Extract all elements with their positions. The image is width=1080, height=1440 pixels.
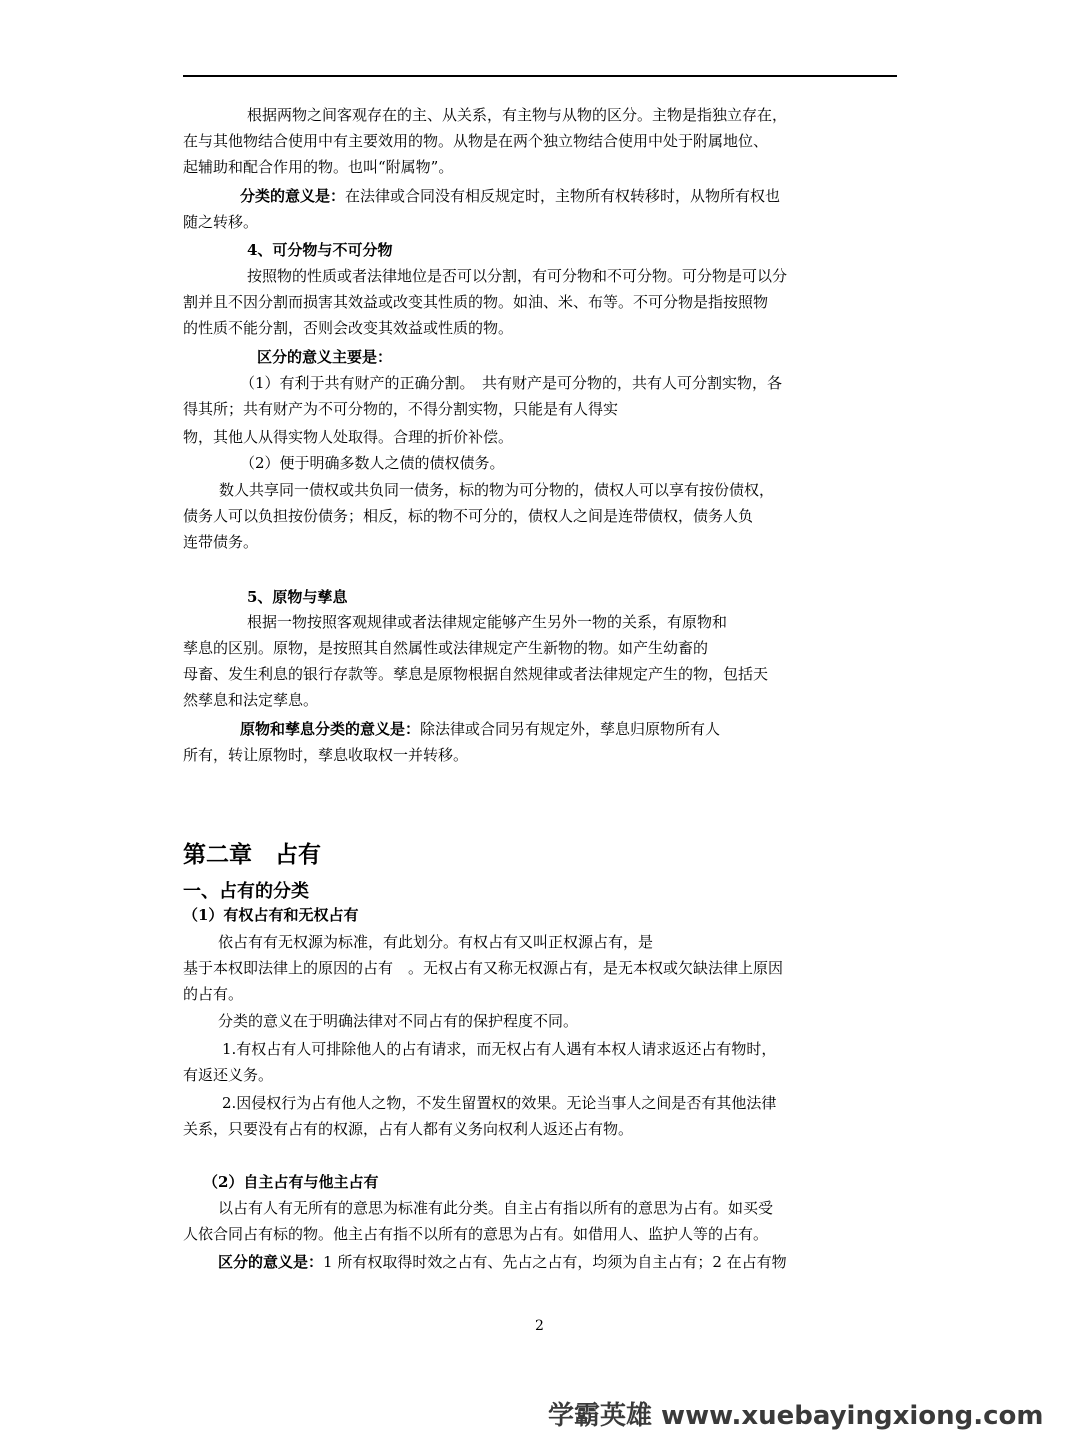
- paragraph-line: 随之转移。: [183, 213, 259, 231]
- paragraph-line: 母畜、发生利息的银行存款等。孳息是原物根据自然规律或者法律规定产生的物，包括天: [183, 665, 769, 683]
- paragraph-line: 2.因侵权行为占有他人之物，不发生留置权的效果。无论当事人之间是否有其他法律: [222, 1094, 777, 1112]
- header-rule: [183, 75, 897, 77]
- paragraph-line: 有返还义务。: [183, 1066, 274, 1084]
- paragraph-line: （1）有利于共有财产的正确分割。 共有财产是可分物的，共有人可分割实物，各: [240, 374, 783, 392]
- chapter-title: 第二章 占有: [183, 841, 321, 868]
- bold-label: 分类的意义是：: [240, 187, 346, 205]
- paragraph-line: 割并且不因分割而损害其效益或改变其性质的物。如油、米、布等。不可分物是指按照物: [183, 293, 769, 311]
- paragraph-line: 分类的意义在于明确法律对不同占有的保护程度不同。: [218, 1012, 579, 1030]
- watermark: 学霸英雄 www.xuebayingxiong.com: [548, 1401, 1044, 1431]
- paragraph-line: 在与其他物结合使用中有主要效用的物。从物是在两个独立物结合使用中处于附属地位、: [183, 132, 769, 150]
- subsection-title: （1）有权占有和无权占有: [183, 906, 359, 924]
- paragraph-line: 得其所；共有财产为不可分物的，不得分割实物，只能是有人得实: [183, 400, 619, 418]
- paragraph-line: 根据一物按照客观规律或者法律规定能够产生另外一物的关系，有原物和: [247, 613, 728, 631]
- section-title: 一、占有的分类: [183, 881, 309, 902]
- bold-label: 区分的意义是：: [218, 1253, 324, 1271]
- paragraph-line: 起辅助和配合作用的物。也叫“附属物”。: [183, 158, 454, 176]
- paragraph-line: 数人共享同一债权或共负同一债务，标的物为可分物的，债权人可以享有按份债权，: [219, 481, 775, 499]
- paragraph-line: 关系，只要没有占有的权源，占有人都有义务向权利人返还占有物。: [183, 1120, 634, 1138]
- paragraph-line: 债务人可以负担按份债务；相反，标的物不可分的，债权人之间是连带债权，债务人负: [183, 507, 754, 525]
- paragraph-line: 的性质不能分割，否则会改变其效益或性质的物。: [183, 319, 514, 337]
- paragraph-line: 以占有人有无所有的意思为标准有此分类。自主占有指以所有的意思为占有。如买受: [218, 1199, 774, 1217]
- paragraph-line: 分类的意义是：在法律或合同没有相反规定时，主物所有权转移时，从物所有权也: [240, 187, 781, 205]
- paragraph-line: 基于本权即法律上的原因的占有 。无权占有又称无权源占有，是无本权或欠缺法律上原因: [183, 959, 784, 977]
- paragraph-line: 原物和孳息分类的意义是：除法律或合同另有规定外，孳息归原物所有人: [240, 720, 721, 738]
- paragraph-line: 人依合同占有标的物。他主占有指不以所有的意思为占有。如借用人、监护人等的占有。: [183, 1225, 769, 1243]
- paragraph-line: 然孳息和法定孳息。: [183, 691, 319, 709]
- paragraph-line: 所有，转让原物时，孳息收取权一并转移。: [183, 746, 469, 764]
- page-number: 2: [535, 1318, 544, 1334]
- paragraph-line: 1.有权占有人可排除他人的占有请求，而无权占有人遇有本权人请求返还占有物时，: [222, 1040, 777, 1058]
- paragraph-line: 依占有有无权源为标准，有此划分。有权占有又叫正权源占有，是: [218, 933, 654, 951]
- paragraph-line: 区分的意义是：1 所有权取得时效之占有、先占之占有，均须为自主占有；2 在占有物: [218, 1253, 787, 1271]
- subsection-title: （2）自主占有与他主占有: [203, 1173, 379, 1191]
- section-title: 4、可分物与不可分物: [247, 241, 393, 259]
- paragraph-line: 根据两物之间客观存在的主、从关系，有主物与从物的区分。主物是指独立存在，: [247, 106, 788, 124]
- paragraph-line: 物，其他人从得实物人处取得。合理的折价补偿。: [183, 428, 514, 446]
- paragraph-line: 的占有。: [183, 985, 244, 1003]
- paragraph-line: 按照物的性质或者法律地位是否可以分割，有可分物和不可分物。可分物是可以分: [247, 267, 788, 285]
- paragraph-line: （2）便于明确多数人之债的债权债务。: [240, 454, 505, 472]
- bold-label: 区分的意义主要是：: [257, 348, 393, 366]
- paragraph-line: 连带债务。: [183, 533, 259, 551]
- paragraph-line: 孳息的区别。原物，是按照其自然属性或法律规定产生新物的物。如产生幼畜的: [183, 639, 709, 657]
- bold-label: 原物和孳息分类的意义是：: [240, 720, 421, 738]
- section-title: 5、原物与孳息: [247, 588, 348, 606]
